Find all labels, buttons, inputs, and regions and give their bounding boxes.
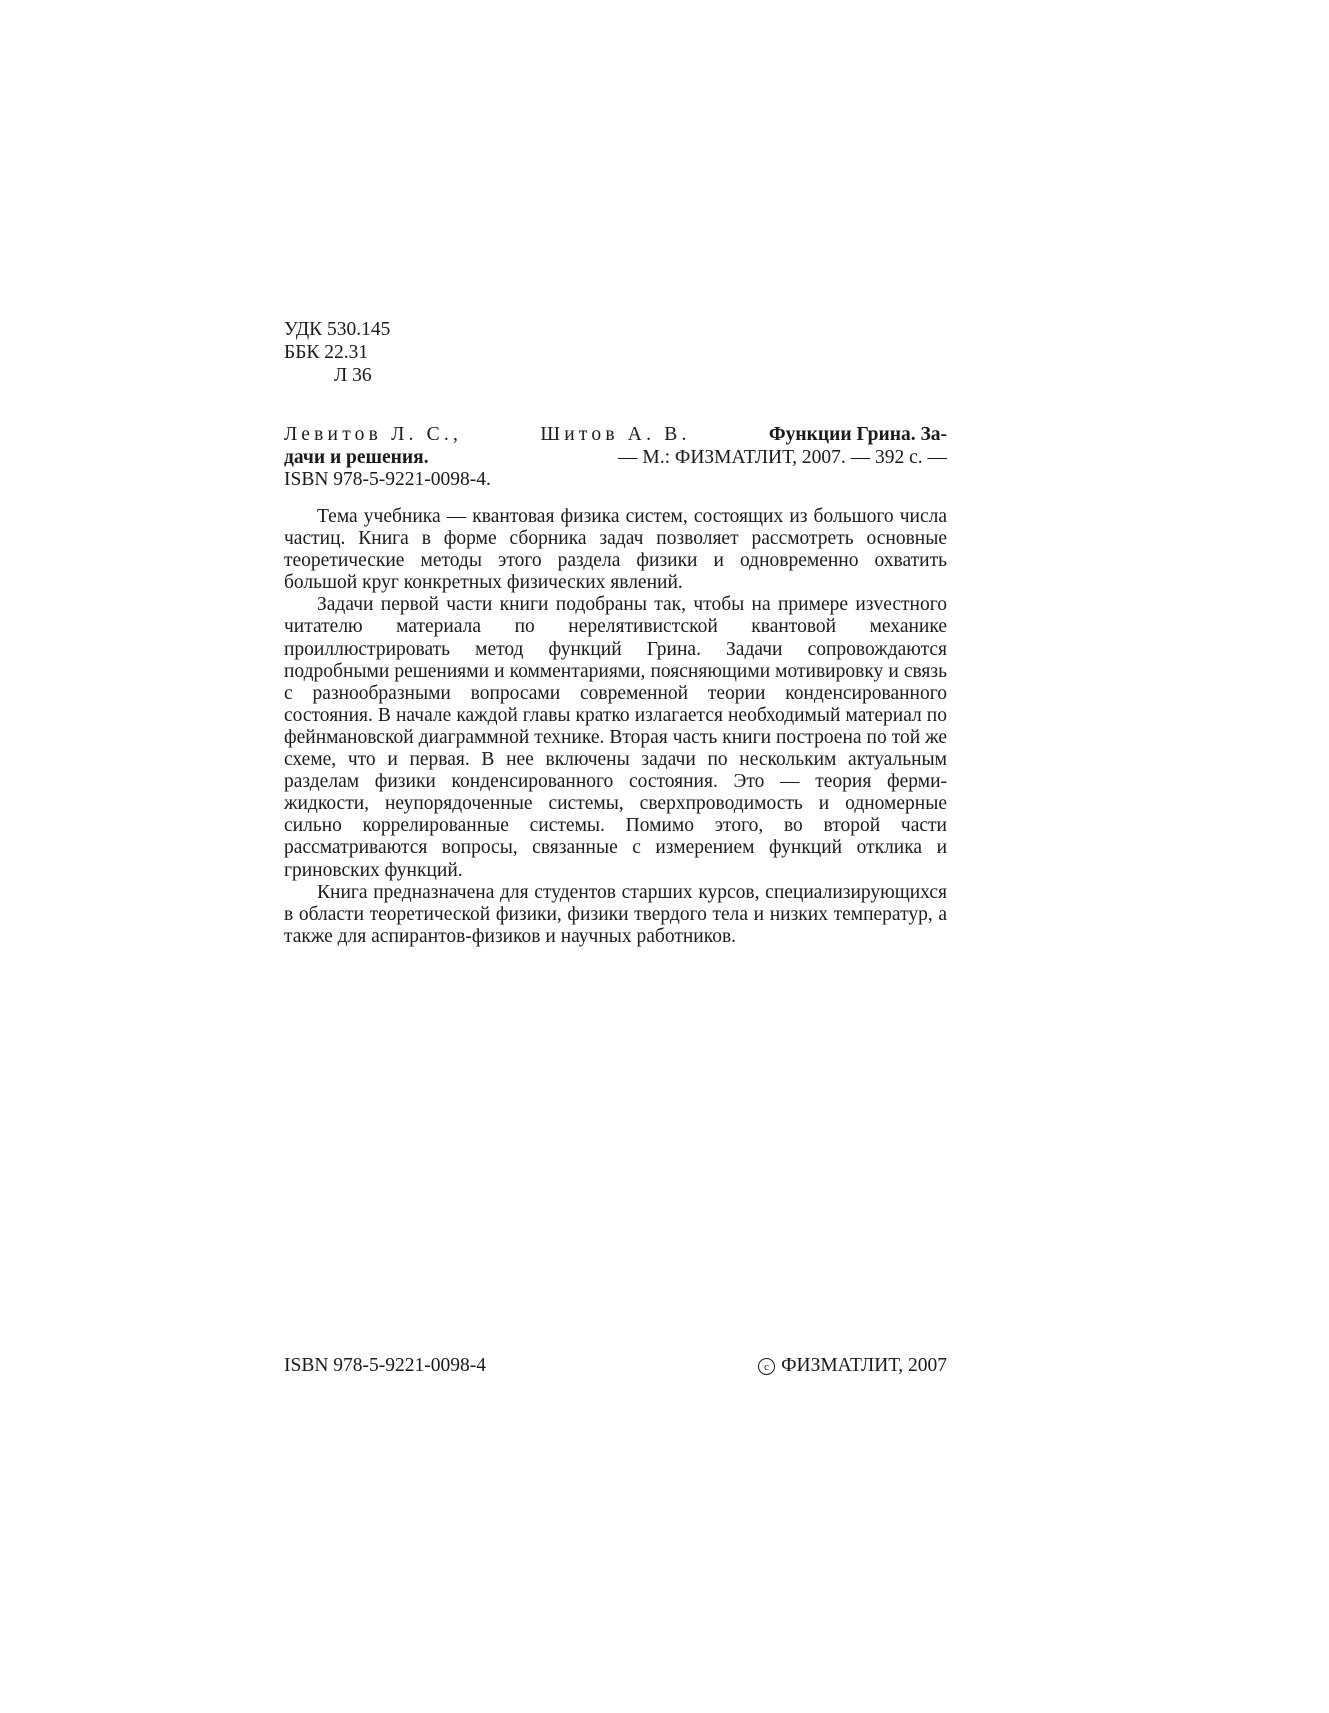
- imprint-footer: [284, 1354, 947, 1377]
- citation-title-part1: Функции Грина. За-: [768, 424, 947, 445]
- copyright-text: ФИЗМАТЛИТ, 2007: [781, 1355, 947, 1376]
- citation-isbn: ISBN 978-5-9221-0098-4.: [284, 469, 491, 490]
- footer-isbn: ISBN 978-5-9221-0098-4: [284, 1355, 487, 1376]
- citation-author-1: Левитов Л. С.,: [284, 424, 463, 445]
- citation-line-1: [284, 424, 947, 447]
- classification-block: [284, 318, 390, 387]
- bbk-code: ББК 22.31: [284, 342, 369, 363]
- citation-author-2: Шитов А. В.: [540, 424, 691, 445]
- abstract: [284, 506, 947, 948]
- footer-copyright: [758, 1354, 947, 1377]
- copyright-icon: c: [758, 1358, 775, 1375]
- udk-code: УДК 530.145: [284, 319, 391, 340]
- abstract-paragraph-2: Задачи первой части книги подобраны так, чтобы на примере изvестного читателю материала по нерелятивистской квантовой механике проиллюстрировать метод функций Грина. Задачи сопровождаются подробными решениями и комментариями, поясняющими мотивировку и связь с разнообразными вопросами современной теории конденсированного состояния. В начале каждой главы кратко излагается необходимый материал по фейнмановской диаграммной технике. Вторая часть книги построена по той же схеме, что и первая. В нее включены задачи по нескольким актуальным разделам физики конденсированного состояния. Это — теория ферми-жидкости, неупорядоченные системы, сверхпроводимость и одномерные сильно коррелированные системы. Помимо этого, во второй части рассматриваются вопросы, связанные с измерением функций отклика и гриновских функций.: [284, 594, 947, 881]
- citation-line-2: [284, 447, 947, 470]
- citation-title-part2: дачи и решения.: [284, 446, 429, 468]
- abstract-paragraph-3: Книга предназначена для студентов старших курсов, специализирующихся в области теоретической физики, физики твердого тела и низких температур, а также для аспирантов-физиков и научных работников.: [284, 881, 947, 947]
- imprint-page: [284, 0, 947, 1713]
- bibliographic-citation: [284, 424, 947, 492]
- citation-publication: — М.: ФИЗМАТЛИТ, 2007. — 392 с. —: [618, 446, 947, 468]
- abstract-paragraph-1: Тема учебника — квантовая физика систем, состоящих из большого числа частиц. Книга в форме сборника задач позволяет рассмотреть основные теоретические методы этого раздела физики и одновременно охватить большой круг конкретных физических явлений.: [284, 506, 947, 594]
- author-mark: Л 36: [334, 365, 372, 386]
